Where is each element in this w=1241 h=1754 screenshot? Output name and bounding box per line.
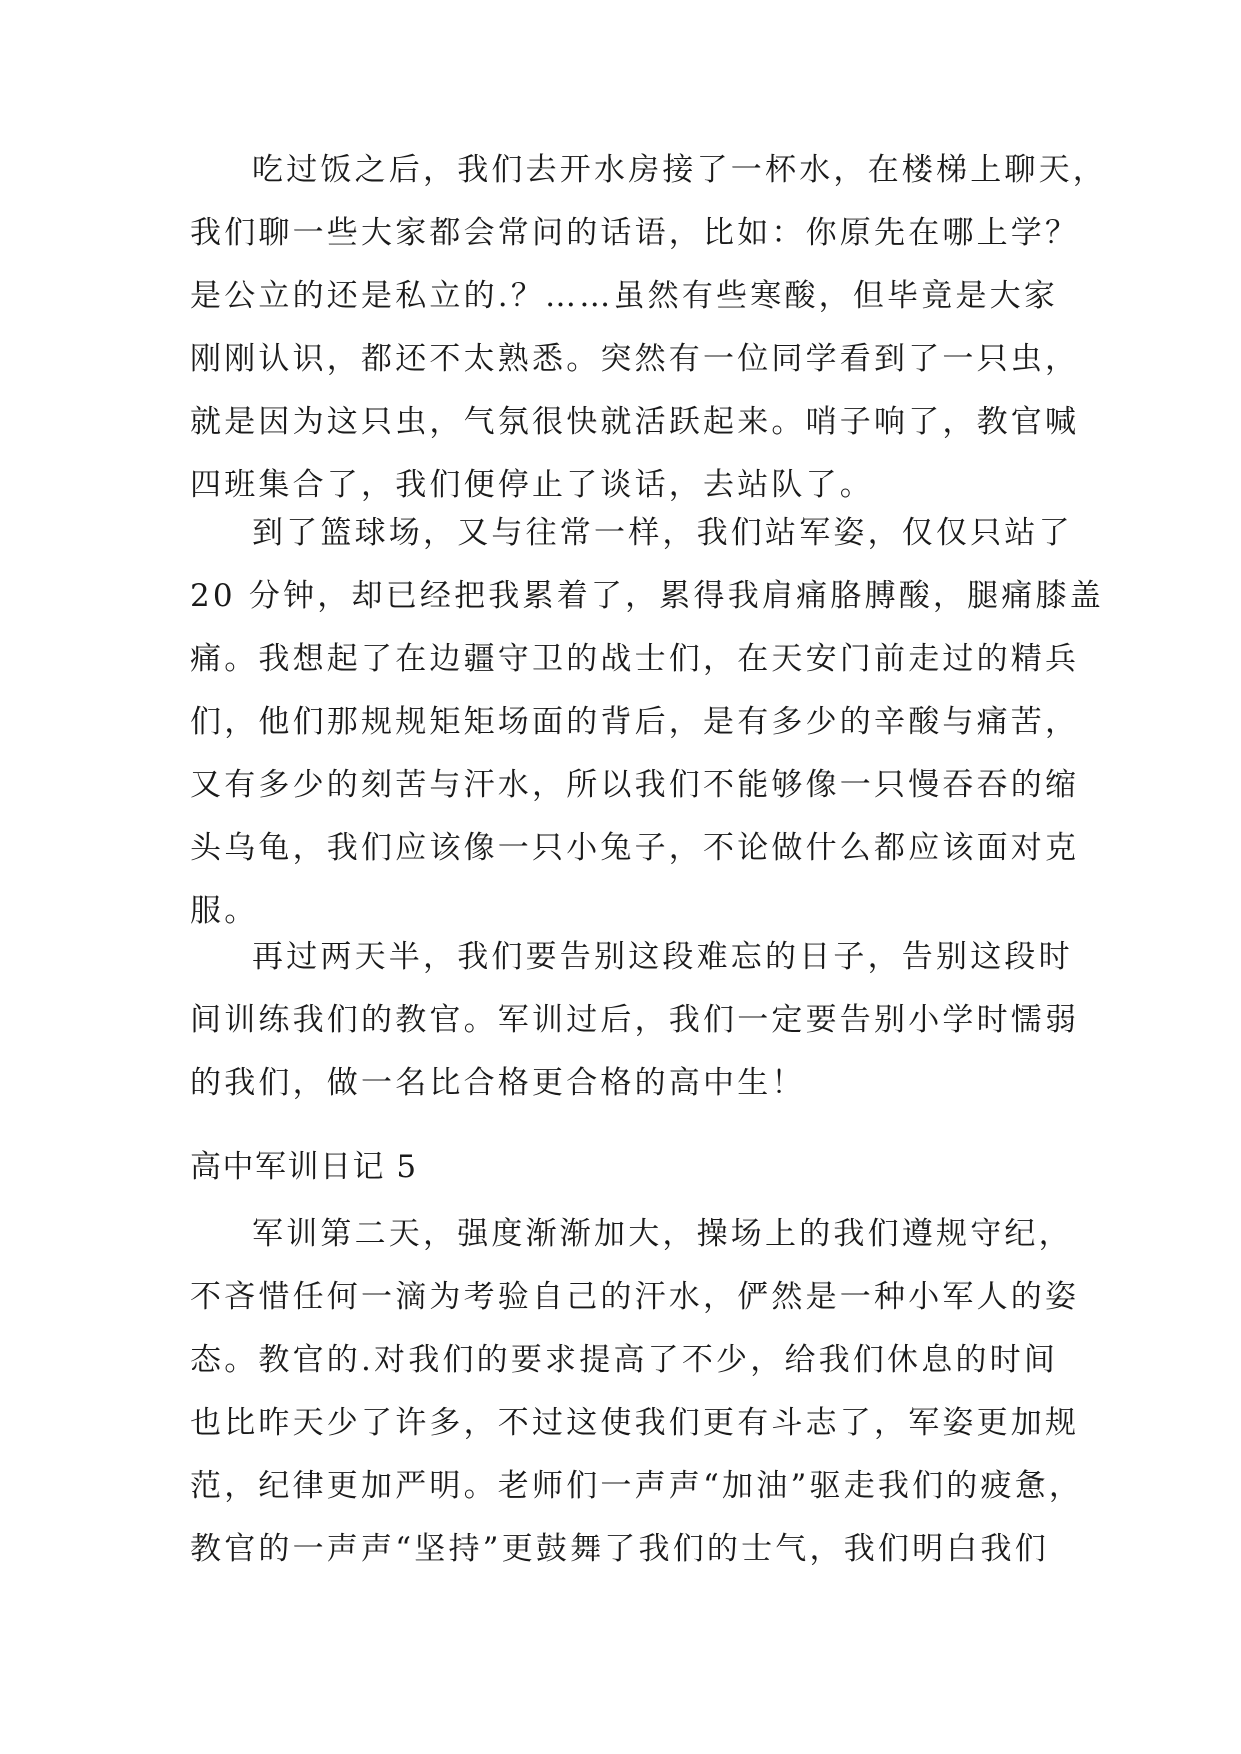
paragraph-line: 就是因为这只虫，气氛很快就活跃起来。哨子响了，教官喊	[190, 404, 1080, 440]
paragraph-line: 20 分钟，却已经把我累着了，累得我肩痛胳膊酸，腿痛膝盖	[190, 578, 1104, 614]
paragraph-line: 们，他们那规规矩矩场面的背后，是有多少的辛酸与痛苦，	[190, 704, 1080, 740]
section-heading: 高中军训日记 5	[190, 1149, 418, 1185]
paragraph-line: 痛。我想起了在边疆守卫的战士们，在天安门前走过的精兵	[190, 641, 1080, 677]
paragraph-line: 是公立的还是私立的.？……虽然有些寒酸，但毕竟是大家	[190, 278, 1059, 314]
paragraph-line: 范，纪律更加严明。老师们一声声“加油”驱走我们的疲惫，	[190, 1468, 1084, 1504]
paragraph-line: 头乌龟，我们应该像一只小兔子，不论做什么都应该面对克	[190, 830, 1080, 866]
paragraph-line: 军训第二天，强度渐渐加大，操场上的我们遵规守纪，	[252, 1216, 1073, 1252]
paragraph-line: 四班集合了，我们便停止了谈话，去站队了。	[190, 467, 874, 503]
paragraph-line: 间训练我们的教官。军训过后，我们一定要告别小学时懦弱	[190, 1002, 1080, 1038]
paragraph-line: 也比昨天少了许多，不过这使我们更有斗志了，军姿更加规	[190, 1405, 1080, 1441]
paragraph-line: 吃过饭之后，我们去开水房接了一杯水，在楼梯上聊天，	[252, 152, 1107, 188]
paragraph-line: 不吝惜任何一滴为考验自己的汗水，俨然是一种小军人的姿	[190, 1279, 1080, 1315]
paragraph-line: 服。	[190, 893, 259, 929]
paragraph-line: 教官的一声声“坚持”更鼓舞了我们的士气，我们明白我们	[190, 1531, 1049, 1567]
paragraph-line: 态。教官的.对我们的要求提高了不少，给我们休息的时间	[190, 1342, 1059, 1378]
paragraph-line: 刚刚认识，都还不太熟悉。突然有一位同学看到了一只虫，	[190, 341, 1080, 377]
paragraph-line: 我们聊一些大家都会常问的话语，比如：你原先在哪上学？	[190, 215, 1080, 251]
paragraph-line: 的我们，做一名比合格更合格的高中生！	[190, 1065, 806, 1101]
paragraph-line: 到了篮球场，又与往常一样，我们站军姿，仅仅只站了	[252, 515, 1073, 551]
paragraph-line: 再过两天半，我们要告别这段难忘的日子，告别这段时	[252, 939, 1073, 975]
paragraph-line: 又有多少的刻苦与汗水，所以我们不能够像一只慢吞吞的缩	[190, 767, 1080, 803]
